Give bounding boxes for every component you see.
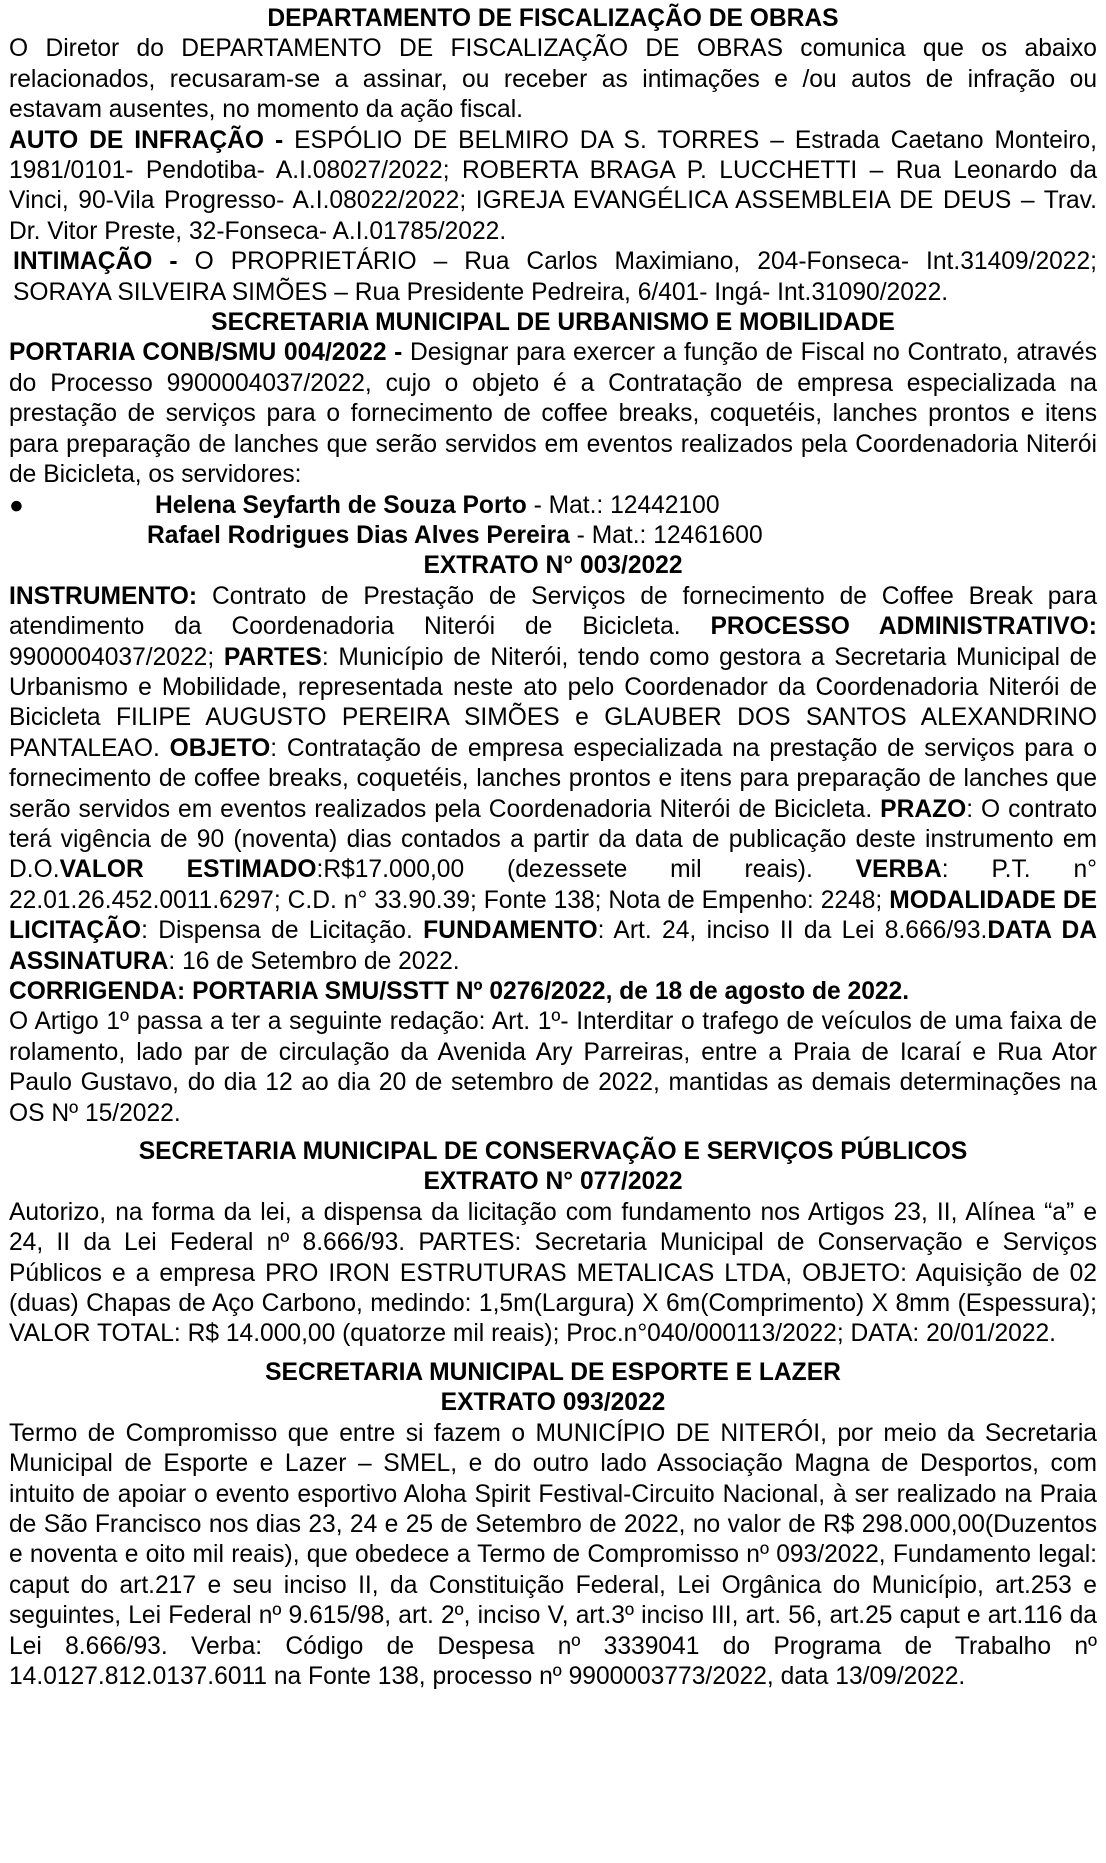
server-name: Helena Seyfarth de Souza Porto bbox=[155, 491, 527, 519]
partes-label: PARTES bbox=[223, 643, 322, 671]
server-mat: - Mat.: 12442100 bbox=[526, 491, 720, 519]
smu-portaria-text: Designar para exercer a função de Fiscal no Contrato, através do Processo 9900004037/2022, cujo o objeto é a Contratação de empresa especializada na prestação de serviços para o fornecimento de coffee breaks, coquetéis, lanches prontos e itens para preparação de lanches que serão servidos em eventos realizados pela Coordenadoria Niterói de Bicicleta, os servidores: bbox=[9, 339, 1097, 489]
dfo-intro: O Diretor do DEPARTAMENTO DE FISCALIZAÇÃO DE OBRAS comunica que os abaixo relacionados, recusaram-se a assinar, ou receber as intimações e /ou autos de infração ou estavam ausentes, no momento da ação fiscal. bbox=[9, 35, 1097, 124]
instrumento-text: Contrato de Prestação de Serviços de fornecimento de Coffee Break para atendimento da Coordenadoria Niterói de Bicicleta. bbox=[9, 582, 1097, 641]
objeto-text: : Contratação de empresa especializada na prestação de serviços para o fornecimento de coffee breaks, coquetéis, lanches prontos e itens para preparação de lanches que serão servidos em eventos realizados pela Coordenadoria Niterói de Bicicleta. bbox=[9, 734, 1097, 823]
fundamento-label: FUNDAMENTO bbox=[423, 917, 598, 945]
partes-text: : Município de Niterói, tendo como gestora a Secretaria Municipal de Urbanismo e Mobilidade, representada neste ato pelo Coordenador da Coordenadoria Niterói de Bicicleta FILIPE AUGUSTO PEREIRA SIMÕES e GLAUBER DOS SANTOS ALEXANDRINO PANTALEAO. bbox=[9, 643, 1097, 762]
smel-extrato-heading: EXTRATO 093/2022 bbox=[440, 1389, 666, 1417]
smu-extrato-heading: EXTRATO N° 003/2022 bbox=[423, 552, 683, 580]
smu-portaria-label: PORTARIA CONB/SMU 004/2022 - bbox=[9, 339, 403, 367]
corrigenda-heading: CORRIGENDA: PORTARIA SMU/SSTT Nº 0276/2022, de 18 de agosto de 2022. bbox=[9, 978, 910, 1005]
valor-text: :R$17.000,00 (dezessete mil reais). bbox=[316, 856, 856, 884]
bullet-icon: ● bbox=[9, 491, 24, 519]
prazo-label: PRAZO bbox=[880, 795, 967, 823]
dfo-auto-text: ESPÓLIO DE BELMIRO DA S. TORRES – Estrada Caetano Monteiro, 1981/0101- Pendotiba- A.I.08027/2022; ROBERTA BRAGA P. LUCCHETTI – Rua Leonardo da Vinci, 90-Vila Progresso- A.I.08022/2022; IGREJA EVANGÉLICA ASSEMBLEIA DE DEUS – Trav. Dr. Vitor Preste, 32-Fonseca- A.I.01785/2022. bbox=[9, 126, 1098, 245]
data-assinatura-text: : 16 de Setembro de 2022. bbox=[168, 947, 460, 975]
smcsp-extrato-heading: EXTRATO N° 077/2022 bbox=[423, 1168, 683, 1196]
valor-label: VALOR ESTIMADO bbox=[59, 856, 317, 884]
smel-section bbox=[9, 1358, 1097, 1692]
verba-text: : P.T. n° 22.01.26.452.0011.6297; C.D. n° 33.90.39; Fonte 138; Nota de Empenho: 2248; bbox=[9, 856, 1098, 914]
processo-label: PROCESSO ADMINISTRATIVO: bbox=[710, 613, 1097, 641]
objeto-label: OBJETO bbox=[169, 734, 271, 762]
server-line-2 bbox=[9, 521, 1097, 551]
dfo-intimacao-text: O PROPRIETÁRIO – Rua Carlos Maximiano, 204-Fonseca- Int.31409/2022; SORAYA SILVEIRA SIMÕES – Rua Presidente Pedreira, 6/401- Ingá- Int.31090/2022. bbox=[13, 248, 1097, 306]
server-name: Rafael Rodrigues Dias Alves Pereira bbox=[147, 521, 570, 549]
processo-text: 9900004037/2022; bbox=[9, 643, 224, 671]
smcsp-section bbox=[9, 1137, 1097, 1350]
data-assinatura-label: DATA DA ASSINATURA bbox=[9, 917, 1098, 975]
dfo-intimacao-label: INTIMAÇÃO - bbox=[13, 248, 178, 276]
smel-text: Termo de Compromisso que entre si fazem o MUNICÍPIO DE NITERÓI, por meio da Secretaria Municipal de Esporte e Lazer – SMEL, e do outro lado Associação Magna de Desportos, com intuito de apoiar o evento esportivo Aloha Spirit Festival-Circuito Nacional, à ser realizado na Praia de São Francisco nos dias 23, 24 e 25 de Setembro de 2022, no valor de R$ 298.000,00(Duzentos e noventa e oito mil reais), que obedece a Termo de Compromisso nº 093/2022, Fundamento legal: caput do art.217 e seu inciso II, da Constituição Federal, Lei Orgânica do Município, art.253 e seguintes, Lei Federal nº 9.615/98, art. 2º, inciso V, art.3º inciso III, art. 56, art.25 caput e art.116 da Lei 8.666/93. Verba: Código de Despesa nº 3339041 do Programa de Trabalho nº 14.0127.812.0137.6011 na Fonte 138, processo nº 9900003773/2022, data 13/09/2022. bbox=[9, 1419, 1097, 1690]
smu-section bbox=[9, 308, 1097, 1129]
smu-extrato-paragraph bbox=[9, 582, 1097, 977]
instrumento-label: INSTRUMENTO: bbox=[9, 582, 198, 610]
dfo-auto-label: AUTO DE INFRAÇÃO - bbox=[9, 126, 284, 154]
modalidade-label: MODALIDADE DE LICITAÇÃO bbox=[9, 886, 1097, 945]
smel-heading: SECRETARIA MUNICIPAL DE ESPORTE E LAZER bbox=[265, 1358, 841, 1386]
corrigenda-text: O Artigo 1º passa a ter a seguinte redação: Art. 1º- Interditar o trafego de veículos de uma faixa de rolamento, lado par de circulação da Avenida Ary Parreiras, entre a Praia de Icaraí e Rua Ator Paulo Gustavo, do dia 12 ao dia 20 de setembro de 2022, mantidas as demais determinações na OS Nº 15/2022. bbox=[9, 1008, 1097, 1127]
server-line-1 bbox=[9, 491, 1097, 521]
dfo-heading: DEPARTAMENTO DE FISCALIZAÇÃO DE OBRAS bbox=[267, 5, 839, 32]
dfo-auto-paragraph bbox=[9, 126, 1097, 248]
dfo-section bbox=[9, 4, 1097, 308]
fundamento-text: : Art. 24, inciso II da Lei 8.666/93. bbox=[597, 917, 988, 945]
smcsp-heading: SECRETARIA MUNICIPAL DE CONSERVAÇÃO E SERVIÇOS PÚBLICOS bbox=[138, 1138, 968, 1166]
dfo-intimacao-paragraph bbox=[9, 247, 1097, 308]
verba-label: VERBA bbox=[855, 856, 942, 884]
smcsp-text: Autorizo, na forma da lei, a dispensa da licitação com fundamento nos Artigos 23, II, Alínea “a” e 24, II da Lei Federal nº 8.666/93. PARTES: Secretaria Municipal de Conservação e Serviços Públicos e a empresa PRO IRON ESTRUTURAS METALICAS LTDA, OBJETO: Aquisição de 02 (duas) Chapas de Aço Carbono, medindo: 1,5m(Largura) X 6m(Comprimento) X 8mm (Espessura); VALOR TOTAL: R$ 14.000,00 (quatorze mil reais); Proc.n°040/000113/2022; DATA: 20/01/2022. bbox=[9, 1198, 1097, 1348]
prazo-text: : O contrato terá vigência de 90 (noventa) dias contados a partir da data de publicação deste instrumento em D.O. bbox=[9, 795, 1098, 884]
smu-heading: SECRETARIA MUNICIPAL DE URBANISMO E MOBILIDADE bbox=[211, 309, 895, 337]
smu-portaria-paragraph bbox=[9, 338, 1097, 490]
server-mat: - Mat.: 12461600 bbox=[569, 521, 763, 549]
modalidade-text: : Dispensa de Licitação. bbox=[141, 917, 424, 945]
